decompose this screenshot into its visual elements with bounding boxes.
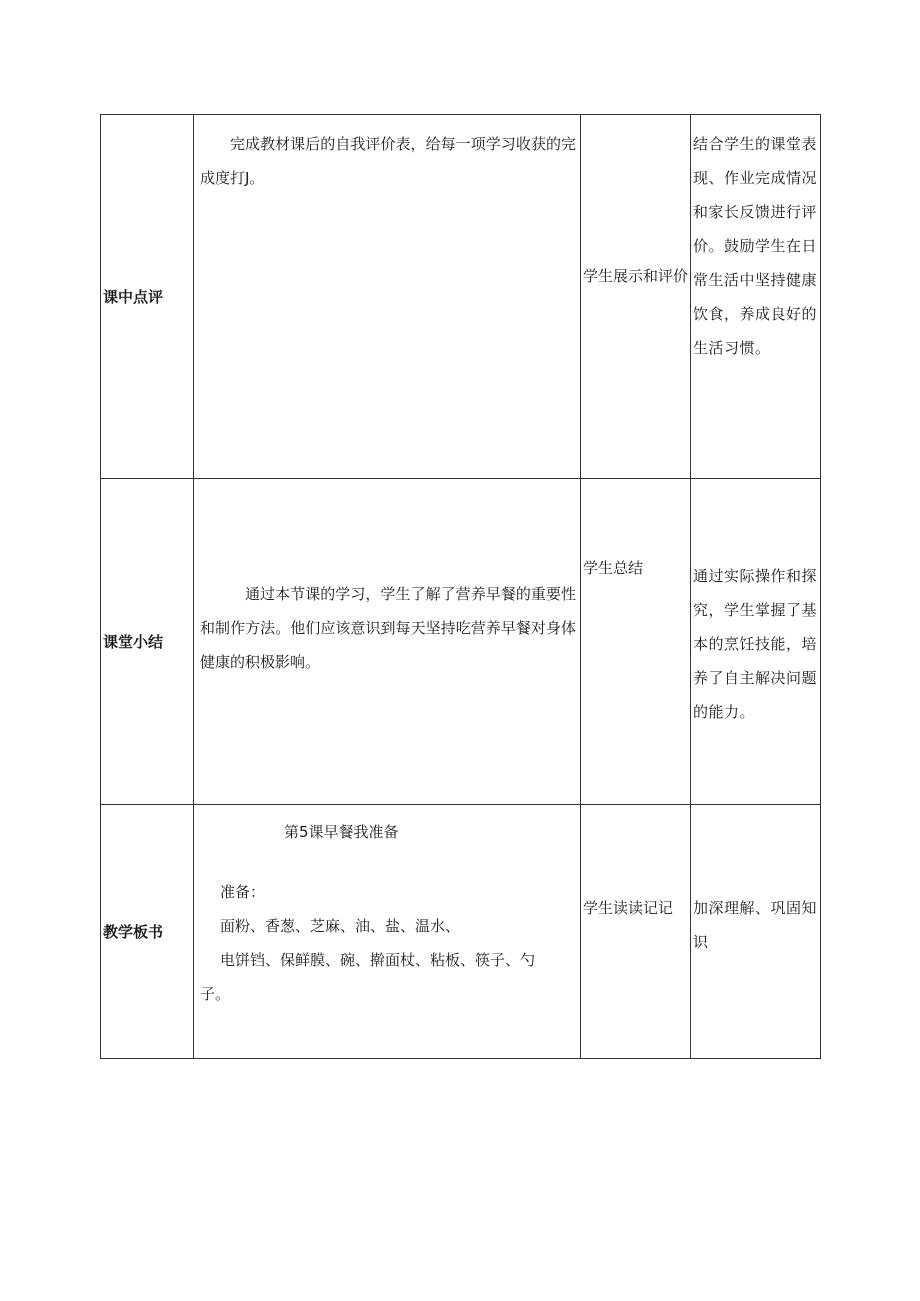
student-activity-text: 学生展示和评价 (583, 267, 689, 285)
row-label: 教学板书 (101, 805, 194, 1059)
intent-text: 通过实际操作和探究，学生掌握了基本的烹饪技能，培养了自主解决问题的能力。 (693, 567, 818, 721)
row-label: 课堂小结 (101, 479, 194, 805)
intent-cell (691, 115, 821, 479)
board-items-line: 面粉、香葱、芝麻、油、盐、温水、 (220, 917, 461, 935)
student-activity-cell (581, 115, 691, 479)
intent-cell (691, 805, 821, 1059)
student-activity-cell (581, 805, 691, 1059)
intent-text: 结合学生的课堂表现、作业完成情况和家长反馈进行评价。鼓励学生在日常生活中坚持健康饮食，养成良好的生活习惯。 (693, 135, 818, 357)
student-activity-text: 学生读读记记 (583, 899, 674, 917)
student-activity-text: 学生总结 (583, 559, 644, 577)
student-activity-cell (581, 479, 691, 805)
table-row (101, 479, 821, 805)
content-cell (194, 115, 581, 479)
row-content-text: 完成教材课后的自我评价表，给每一项学习收获的完成度打J。 (200, 135, 576, 187)
row-content-text: 通过本节课的学习，学生了解了营养早餐的重要性和制作方法。他们应该意识到每天坚持吃营养早餐对身体健康的积极影响。 (200, 585, 576, 671)
board-cell (194, 805, 581, 1059)
table-row (101, 115, 821, 479)
board-items-line: 子。 (200, 985, 231, 1003)
row-label: 课中点评 (101, 115, 194, 479)
table-row (101, 805, 821, 1059)
lesson-plan-table (100, 114, 821, 1059)
content-cell (194, 479, 581, 805)
intent-text: 加深理解、巩固知识 (693, 899, 818, 951)
board-prepare-label: 准备： (220, 883, 266, 901)
intent-cell (691, 479, 821, 805)
board-items-line: 电饼铛、保鲜膜、碗、擀面杖、粘板、筷子、勺 (220, 951, 536, 969)
board-title: 第5课早餐我准备 (284, 823, 399, 841)
